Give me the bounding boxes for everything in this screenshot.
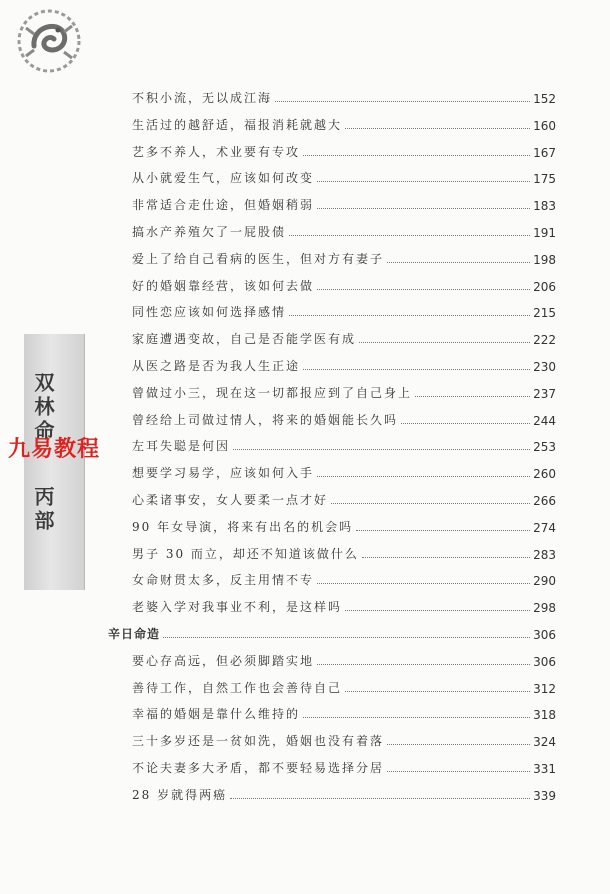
toc-dot-leader bbox=[387, 771, 530, 772]
toc-page-number: 298 bbox=[533, 601, 556, 616]
toc-page-number: 191 bbox=[533, 226, 556, 240]
toc-entry-title: 从医之路是否为我人生正途 bbox=[132, 359, 301, 373]
toc-page-number: 339 bbox=[533, 788, 556, 803]
toc-dot-leader bbox=[317, 476, 530, 477]
toc-entry-title: 爱上了给自己看病的医生，但对方有妻子 bbox=[132, 251, 385, 266]
toc-entry[interactable] bbox=[132, 488, 556, 508]
watermark-text: 九易教程 bbox=[8, 437, 101, 462]
toc-dot-leader bbox=[289, 315, 530, 316]
toc-dot-leader bbox=[233, 449, 530, 450]
toc-entry[interactable] bbox=[132, 327, 556, 347]
toc-dot-leader bbox=[345, 128, 530, 129]
toc-entry[interactable] bbox=[132, 86, 556, 106]
toc-page-number: 175 bbox=[533, 172, 556, 187]
dragon-emblem-icon bbox=[14, 6, 84, 76]
toc-dot-leader bbox=[415, 396, 530, 397]
toc-dot-leader bbox=[317, 289, 530, 290]
toc-dot-leader bbox=[401, 423, 530, 424]
toc-page-number: 160 bbox=[533, 118, 556, 133]
toc-entry-title: 老婆入学对我事业不利，是这样吗 bbox=[132, 600, 343, 615]
toc-entry-title: 同性恋应该如何选择感情 bbox=[132, 305, 287, 320]
toc-entry[interactable] bbox=[132, 140, 556, 160]
toc-entry[interactable] bbox=[132, 649, 556, 669]
toc-page-number: 274 bbox=[533, 520, 556, 535]
toc-entry[interactable] bbox=[132, 166, 556, 186]
toc-dot-leader bbox=[303, 155, 530, 156]
toc-dot-leader bbox=[289, 235, 530, 236]
toc-entry-title: 90 年女导演，将来有出名的机会吗 bbox=[132, 519, 354, 534]
toc-dot-leader bbox=[317, 583, 530, 584]
toc-page-number: 290 bbox=[533, 574, 556, 589]
toc-entry-title: 非常适合走仕途，但婚姻稍弱 bbox=[132, 198, 315, 213]
toc-entry[interactable] bbox=[132, 408, 556, 428]
toc-page-number: 331 bbox=[533, 762, 556, 776]
toc-entry[interactable] bbox=[132, 515, 556, 535]
side-label-top: 双林命 bbox=[31, 372, 55, 444]
toc-entry-title: 三十多岁还是一贫如洗，婚姻也没有着落 bbox=[132, 734, 385, 749]
toc-page-number: 222 bbox=[533, 333, 556, 348]
toc-entry[interactable] bbox=[132, 702, 556, 722]
toc-entry[interactable] bbox=[132, 568, 556, 588]
toc-entry[interactable] bbox=[132, 381, 556, 401]
toc-entry-title: 要心存高远，但必须脚踏实地 bbox=[132, 653, 315, 668]
toc-page-number: 244 bbox=[533, 413, 556, 428]
toc-entry[interactable] bbox=[132, 676, 556, 696]
toc-entry-title: 心柔诸事安，女人要柔一点才好 bbox=[132, 493, 329, 507]
toc-dot-leader bbox=[275, 101, 530, 102]
toc-dot-leader bbox=[230, 798, 530, 799]
toc-dot-leader bbox=[387, 744, 530, 745]
toc-entry[interactable] bbox=[132, 756, 556, 776]
toc-entry-title: 想要学习易学，应该如何入手 bbox=[132, 466, 315, 481]
toc-dot-leader bbox=[387, 262, 530, 263]
toc-page-number: 312 bbox=[533, 681, 556, 696]
toc-entry-title: 28 岁就得两癌 bbox=[132, 787, 228, 802]
toc-page-number: 206 bbox=[533, 279, 556, 294]
toc-entry[interactable] bbox=[132, 461, 556, 481]
toc-page-number: 266 bbox=[533, 494, 556, 508]
side-label-bottom: 丙部 bbox=[31, 486, 55, 534]
toc-page-number: 306 bbox=[533, 654, 556, 669]
toc-dot-leader bbox=[345, 610, 530, 611]
toc-entry-title: 女命财贯太多，反主用情不专 bbox=[132, 573, 315, 588]
toc-dot-leader bbox=[163, 637, 530, 638]
toc-entry-title: 艺多不养人，术业要有专攻 bbox=[132, 144, 301, 159]
toc-dot-leader bbox=[317, 181, 530, 182]
toc-dot-leader bbox=[303, 717, 530, 718]
toc-entry-title: 幸福的婚姻是靠什么维持的 bbox=[132, 707, 301, 722]
toc-page-number: 152 bbox=[533, 92, 556, 106]
toc-section-heading[interactable] bbox=[108, 622, 556, 642]
toc-dot-leader bbox=[331, 503, 530, 504]
toc-page-number: 306 bbox=[533, 628, 556, 642]
toc-entry[interactable] bbox=[132, 595, 556, 615]
toc-entry[interactable] bbox=[132, 434, 556, 454]
toc-entry-title: 辛日命造 bbox=[108, 627, 161, 641]
toc-page-number: 167 bbox=[533, 145, 556, 160]
toc-entry-title: 男子 30 而立，却还不知道该做什么 bbox=[132, 546, 359, 561]
toc-entry-title: 不论夫妻多大矛盾，都不要轻易选择分居 bbox=[132, 761, 385, 775]
toc-page-number: 283 bbox=[533, 547, 556, 562]
toc-entry-title: 搞水产养殖欠了一屁股债 bbox=[132, 225, 287, 239]
toc-entry-title: 不积小流，无以成江海 bbox=[132, 91, 273, 105]
toc-dot-leader bbox=[317, 664, 530, 665]
toc-dot-leader bbox=[345, 691, 530, 692]
toc-entry[interactable] bbox=[132, 220, 556, 240]
toc-page-number: 230 bbox=[533, 360, 556, 374]
toc-page-number: 237 bbox=[533, 386, 556, 401]
toc-dot-leader bbox=[362, 557, 530, 558]
toc-page-number: 324 bbox=[533, 735, 556, 750]
toc-entry[interactable] bbox=[132, 300, 556, 320]
toc-entry[interactable] bbox=[132, 274, 556, 294]
toc-dot-leader bbox=[359, 342, 530, 343]
toc-entry-title: 左耳失聪是何因 bbox=[132, 439, 231, 454]
toc-entry[interactable] bbox=[132, 193, 556, 213]
toc-entry-title: 好的婚姻靠经营，该如何去做 bbox=[132, 278, 315, 293]
toc-dot-leader bbox=[317, 208, 530, 209]
toc-page-number: 198 bbox=[533, 252, 556, 267]
toc-entry[interactable] bbox=[132, 354, 556, 374]
toc-entry-title: 善待工作，自然工作也会善待自己 bbox=[132, 680, 343, 695]
toc-page-number: 183 bbox=[533, 199, 556, 214]
toc-entry[interactable] bbox=[132, 542, 556, 562]
toc-entry-title: 曾做过小三，现在这一切都报应到了自己身上 bbox=[132, 385, 413, 400]
toc-entry-title: 从小就爱生气，应该如何改变 bbox=[132, 171, 315, 186]
toc-entry[interactable] bbox=[132, 729, 556, 749]
toc-page-number: 260 bbox=[533, 467, 556, 482]
toc-entry-title: 生活过的越舒适，福报消耗就越大 bbox=[132, 117, 343, 132]
toc-page-number: 318 bbox=[533, 708, 556, 723]
toc-dot-leader bbox=[303, 369, 530, 370]
toc-entry-title: 家庭遭遇变故，自己是否能学医有成 bbox=[132, 332, 357, 347]
toc-entry[interactable] bbox=[132, 113, 556, 133]
toc-page-number: 215 bbox=[533, 306, 556, 321]
toc-entry[interactable] bbox=[132, 783, 556, 803]
toc-page-number: 253 bbox=[533, 440, 556, 455]
toc-entry[interactable] bbox=[132, 247, 556, 267]
toc-entry-title: 曾经给上司做过情人，将来的婚姻能长久吗 bbox=[132, 412, 399, 427]
toc-dot-leader bbox=[356, 530, 530, 531]
